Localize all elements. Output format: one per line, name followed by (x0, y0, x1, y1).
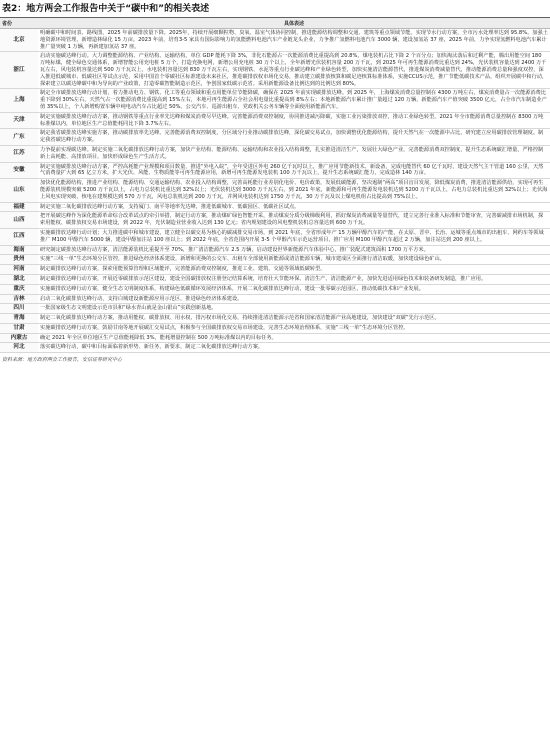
table-row (0, 323, 550, 333)
province-cell: 重庆 (0, 284, 38, 294)
statement-cell: 制定实施碳排放达峰行动方案，推动钢铁等重点行业率先达峰和煤炭消费尽早达峰。完善能源消费双控制度，协同推进减污降碳，实施工业污染排放双控，推动工业绿色转型。2021 年全市能源消费总量控制在 8300 万吨标准煤以内，单位地区生产总值能耗同比下降 3.7%左右。 (38, 112, 550, 129)
province-cell: 山东 (0, 179, 38, 202)
table-row (0, 89, 550, 112)
table-row (0, 29, 550, 52)
province-cell: 吉林 (0, 294, 38, 304)
statement-cell: 实施碳排放达峰行动方案，健全生态文明制度体系，构建绿色低碳循环发展经济体系，开展二氧化碳排放达峰行动，建设一批零碳示范园区，推动低碳技术和产业发展。 (38, 284, 550, 294)
table-row (0, 179, 550, 202)
province-cell: 天津 (0, 112, 38, 129)
source-note: 资料来源：地方政府两会工作报告，安信证券研究中心 (2, 357, 123, 364)
table-header-row (0, 18, 550, 29)
province-cell: 安徽 (0, 162, 38, 179)
table-row (0, 162, 550, 179)
province-cell: 甘肃 (0, 323, 38, 333)
table-row (0, 274, 550, 284)
province-cell: 上海 (0, 89, 38, 112)
province-cell: 广东 (0, 129, 38, 146)
statement-cell: 启动二氧化碳排放达峰行动，支持白城建设新能源应用示范区，推进绿色经济体系建设。 (38, 294, 550, 304)
table-row (0, 294, 550, 304)
statement-cell: 实施碳排放达峰行动计划；大力推进碳中和城市建设，建立健全以碳交易为核心的碳减排交易市场，到 2021 年底，全省形成年产 15 万辆甲醇汽车的产能，在太原、晋中、长治、运城等重点城市的出租车、网约车等领域推广 M100 甲醇汽车 5000 辆，建设甲醇加注站 100 座以上；到 2022 年底，全省范围内开展 3-5 个甲醇汽车示范运营项目，推广应用 M100 甲醇汽车超过 2 万辆，加注站达到 200 座以上。 (38, 228, 550, 245)
statement-cell: 实施“三线一单”生态环境分区管控，推进绿色经济体系建设，新增和更换的公交车、出租车全部使用新能源或清洁能源车辆，城市建成区全面推行清洁取暖，加快建设绿色矿山。 (38, 255, 550, 265)
statement-cell: 实施碳排放达峰行动方案，鼓励甘南等地开展碳汇交易试点，积极参与全国碳排放权交易市场建设，完善生态环境治理体系，实施“三线一单”生态环境分区管控。 (38, 323, 550, 333)
table-row (0, 304, 550, 314)
province-cell: 河南 (0, 265, 38, 275)
table-row (0, 245, 550, 255)
province-cell: 河北 (0, 343, 38, 353)
table-row (0, 333, 550, 343)
statement-cell: 加快优化能源结构，推进产业结构、能源结构、交通运输结构、农业投入结构调整，完善高耗能行业差别化电价、电价政策，发展低碳能源，坚决遏制“两高”项目盲目发展，降低煤炭消费，推进清洁能源供给，实现可再生能源装机规模突破 5200 万千瓦以上，占电力总装机比重达到 32%以上；光伏装机达到 3000 万千瓦左右，到 2021 年底，新能源和可再生能源发电装机达到 5200 万千瓦以上，占电力总装机比重达到 32%以上；光伏海上风电实现突破，核电在建规模达到 570 万千瓦，风电总装机达到 200 万千瓦，并网风电装机达到 1750 万千瓦，30 万千瓦及以上煤电机组占比提高到 75%以上。 (38, 179, 550, 202)
statement-cell: 明确碳中和时间表、路线图，2025 年前碳排放量下降。2025年，持续开展细颗粒物、臭氧、温室气体协同控制，推进能源结构调整和交通、建筑等重点领域节能。实现节水行动方案，全市污水处理率达到 95.8%。加强土地资源环境管理，新增造林绿化 15 万亩。2023 年前，培育3-5 家具有国际影响力的氢能燃料电池汽车产业链龙头企业，力争推广氢燃料电池汽车 3000 辆，建设加氢站 37 座，2025 年前，力争实现氢燃料电池汽车累计推广量突破 1 万辆，再新建加氢站 37 座。 (38, 29, 550, 52)
statement-cell: 制定实施碳排放达峰行动方案，严控高耗能产业规模和项目数量，推进“外电入皖”，全年受进区外电 260 亿千瓦时以上，推广应用节能新技术、新设备，完成电能替代 60 亿千瓦时，建设天然气主干管道 160 公里，天然气消费量扩大到 65 亿立方米，扩大光伏、风能、生物质能等可再生能源应用，新增可再生能源发电装机 100 万千瓦以上，提升生态系统碳汇能力，完成造林 140 万亩。 (38, 162, 550, 179)
table-row (0, 212, 550, 229)
table-row (0, 129, 550, 146)
table-row (0, 343, 550, 353)
header-content: 具体表述 (38, 18, 550, 29)
header-province: 省份 (0, 18, 38, 29)
statement-cell: 制定碳排放达峰行动方案，开展近零碳排放示范区建设，建设全国碳排放权注册登记结算系统，培育壮大节能环保、清洁生产、清洁能源产业，加快先进适用绿色技术和装备研发制造，推广应用。 (38, 274, 550, 284)
statement-cell: 制定我省碳排放达峰实施方案，推动碳排放率先达峰。完善能源消费双控制度，分区域分行业推动碳排放达峰，深化碳交易试点，加快调整优化能源结构，提升天然气在一次能源中占比，研究建立应用碳排放管理制度。制定我省碳达峰行动方案。 (38, 129, 550, 146)
statement-cell: 一批国家级生态文明建设示范市县和“绿水青山就是金山银山”实践创新基地。 (38, 304, 550, 314)
table-row (0, 52, 550, 89)
table-title: 表2：地方两会工作报告中关于“碳中和”的相关表述 (2, 4, 210, 14)
province-cell: 北京 (0, 29, 38, 52)
province-cell: 海南 (0, 245, 38, 255)
statement-cell: 制定二氧化碳排放达峰行动方案，推动用能权、碳排放权、用水权、排污权市场化交易，持续推进清洁能源示范省和国家清洁能源产业高地建设，加快建设“双碳”先行示范区。 (38, 314, 550, 324)
statement-table (0, 18, 550, 353)
province-cell: 江苏 (0, 145, 38, 162)
table-row (0, 228, 550, 245)
statement-cell: 落实碳达峰行动，碳中和目标面临着新形势、新任务、新要求，制定二氧化碳排放达峰行动方案。 (38, 343, 550, 353)
province-cell: 内蒙古 (0, 333, 38, 343)
table-row (0, 255, 550, 265)
province-cell: 青海 (0, 314, 38, 324)
statement-cell: 制定实施二氧化碳排放达峰行动方案，支持厦门、南平等地率先达峰，推进低碳城市、低碳园区、低碳社区试点。 (38, 202, 550, 212)
table-row (0, 202, 550, 212)
statement-cell: 研究制定碳排放达峰行动方案，清洁能源装机比重提升至 70%，推广清洁能源汽车 2.5 万辆，启动建设世界新能源汽车体验中心，推广装配式建筑面积 1700 万平方米。 (38, 245, 550, 255)
table-row (0, 112, 550, 129)
table-row (0, 265, 550, 275)
statement-cell: 力争提前实现碳达峰。制定实施二氧化碳排放达峰行动方案，加快产业结构、能源结构、运输结构和农业投入结构调整，扎实推进清洁生产，发展壮大绿色产业，完善能源消费双控制度，提升生态系统碳汇增量，严格控制新上高耗能、高排放项目，加快形成绿色生产生活方式。 (38, 145, 550, 162)
table-row (0, 284, 550, 294)
province-cell: 四川 (0, 304, 38, 314)
province-cell: 贵州 (0, 255, 38, 265)
statement-cell: 制定全市碳排放达峰行动计划，着力推动电力、钢铁、化工等重点领域和重点用能单位节能降碳，确保在 2025 年前实现碳排放达峰。到 2025 年，上海煤炭消费总量控制在 4300 万吨左右，煤炭消费量占一次能源消费比重下降到 30%左右，天然气占一次能源消费比重提高到 15%左右，本地可再生能源占全社会用电量比重提高到 8%左右；本地新能源汽车累计推广量超过 120 万辆，新能源汽车产值突破 3500 亿元，占全市汽车制造业产值 35%以上，个人新增购置车辆中纯电动汽车占比超过 50%。公交汽车、巡游出租车、党政机关公务车辆等全面使用新能源汽车。 (38, 89, 550, 112)
province-cell: 福建 (0, 202, 38, 212)
statement-cell: 确定 2021 年全区单位地区生产总值能耗降低 3%，能耗增量控制在 500 万吨标准煤以内的目标任务。 (38, 333, 550, 343)
province-cell: 山西 (0, 212, 38, 229)
province-cell: 浙江 (0, 52, 38, 89)
table-row (0, 314, 550, 324)
table-row (0, 145, 550, 162)
statement-cell: 制定碳排放达峰行动方案，探索用能预算管理和区域能评，完善能源消费双控制度，推进工业、建筑、交通等领域低碳转型。 (38, 265, 550, 275)
statement-cell: 启动实施碳达峰行动。大力调整能源结构、产业结构、运输结构，单位 GDP 能耗下降 3%，非化石能源占一次能源消费比重提高到 20.8%，煤电装机占比下降 2 个百分点；加快淘汰落后和过剩产能，腾出用能空间 180 万吨标煤，健全绿色交通体系，新增智能公用充电桩 5 万个，打造充换电网，新增公用充电桩 30 万个以上，全年新增光伏装机容量 200 万千瓦，到 2025 年可再生能源消费比重达到 24%，光伏装机容量达到 2400 万千瓦左右，风电装机容量达到 500 万千瓦以上，水电装机容量达到 830 万千瓦左右，实现钢铁、水泥等重点行业碳达峰和产业绿色转型，加快实施清洁能源替代，推进煤炭消费减量替代，推动能源消费总量和强度双控，深入推进低碳城市、低碳社区等试点示范，采用中国首个零碳社区标准建设未来社区，推进碳排放权市场化交易，推动建立碳排放核算和碳足迹核算标准体系，实施CCUS示范，推广节能低碳技术产品，组织开展碳中和行动，探索建立以碳达峰碳中和为导向的产业政策，打造零碳智能制造示范区，争创国家低碳示范省。采用新能源设备比例达到的比例达到 80%。 (38, 52, 550, 89)
province-cell: 湖北 (0, 274, 38, 284)
statement-cell: 把开展碳达峰作为深化能源革命综合改革试点的牵引举措，制定行动方案，推动煤矿绿色智能开采，推动煤炭分质分级梯级利用，抓好煤炭消费减量等量替代，建立完善行业准入标准和节能审查，完善碳减排市场机制，探索用能权、碳排放权交易市场建设，到 2022 年，光伏制造业营业收入达到 130 亿元；省内规划建设的风电整机装机总容量达到 600 万千瓦。 (38, 212, 550, 229)
province-cell: 江西 (0, 228, 38, 245)
